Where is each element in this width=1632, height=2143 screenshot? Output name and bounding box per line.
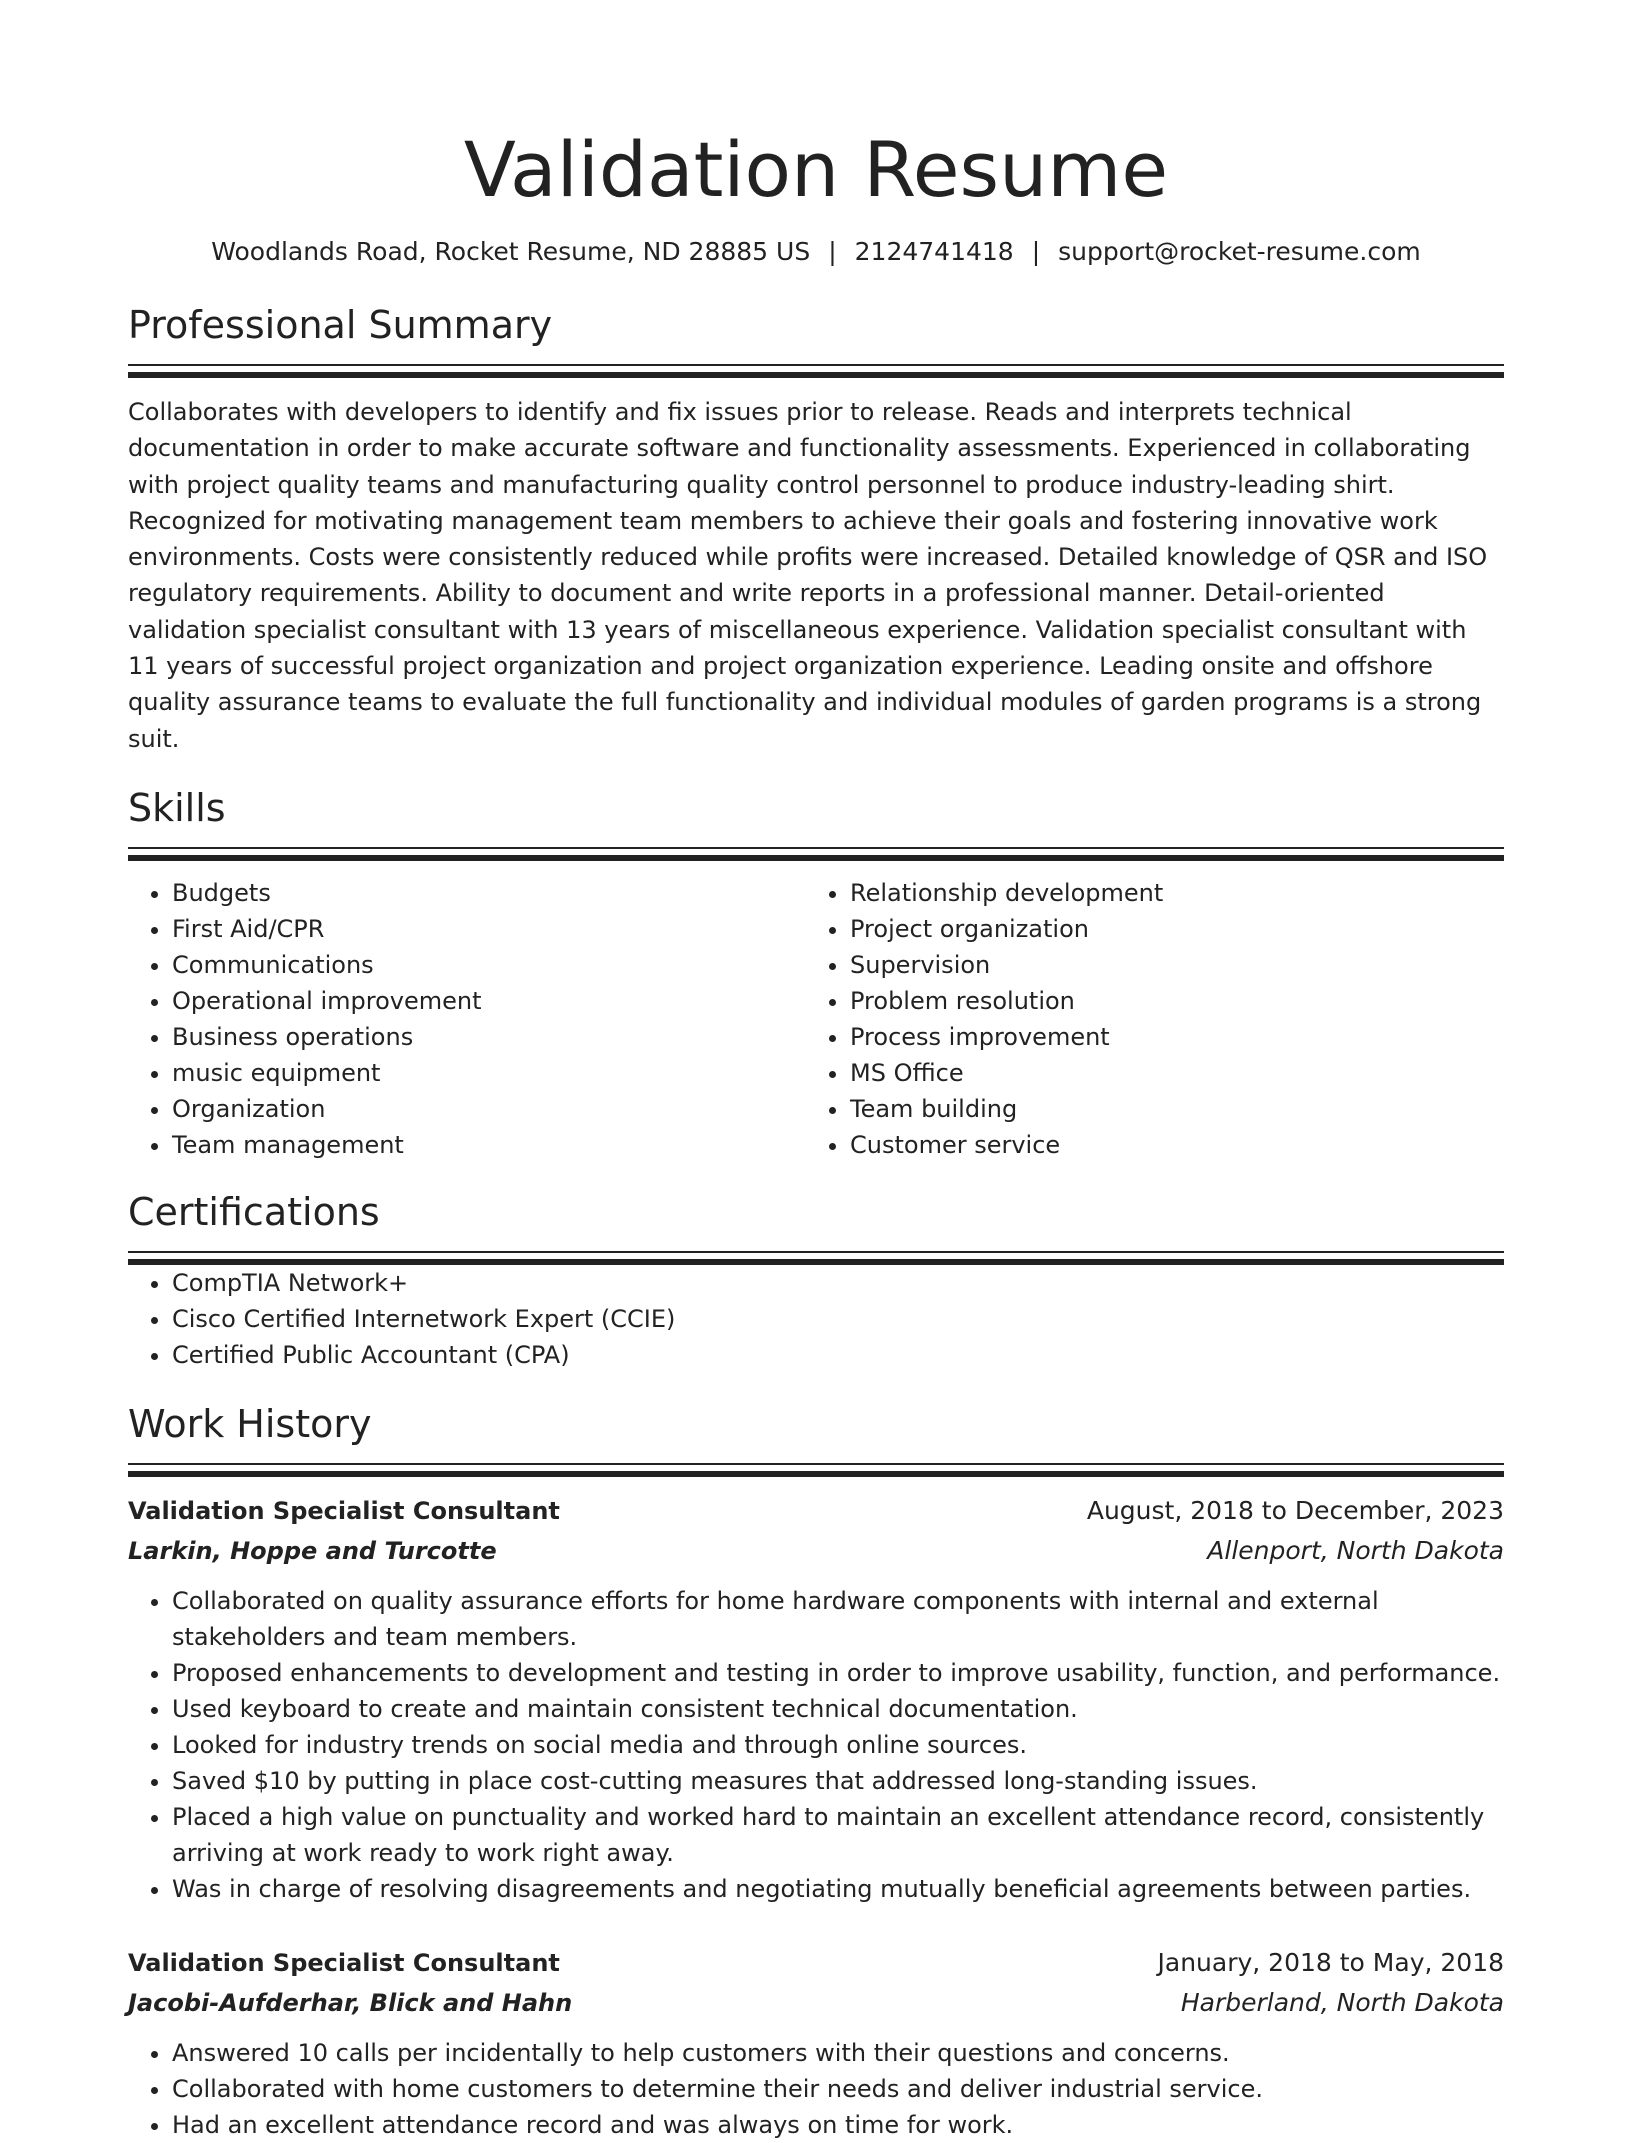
job-duty: • Used keyboard to create and maintain consistent technical documentation. — [172, 1691, 1504, 1727]
job-duties-list — [128, 1583, 1504, 1907]
skill-item: • music equipment — [172, 1055, 806, 1091]
skill-item: • Operational improvement — [172, 983, 806, 1019]
job-company: Jacobi-Aufderhar, Blick and Hahn — [128, 1988, 573, 2017]
job-duty: • Looked for industry trends on social media and through online sources. — [172, 1727, 1504, 1763]
job-duty: • Proposed enhancements to development and testing in order to improve usability, function, and performance. — [172, 1655, 1504, 1691]
job-title: Validation Specialist Consultant — [128, 1948, 560, 1977]
section-divider — [128, 1463, 1504, 1477]
section-divider — [128, 847, 1504, 861]
certification-item: • Cisco Certified Internetwork Expert (CCIE) — [172, 1301, 1504, 1337]
job-duty: • Answered 10 calls per incidentally to help customers with their questions and concerns. — [172, 2035, 1504, 2071]
skills-left-list — [128, 875, 806, 1163]
job-entry — [128, 1491, 1504, 1907]
skill-item: • Process improvement — [850, 1019, 1484, 1055]
job-duty: • Placed a high value on punctuality and worked hard to maintain an excellent attendance record, consistently arriving at work ready to work right away. — [172, 1799, 1504, 1871]
skill-item: • First Aid/CPR — [172, 911, 806, 947]
job-header-row — [128, 1491, 1504, 1531]
job-duty: • Was in charge of resolving disagreements and negotiating mutually beneficial agreements between parties. — [172, 1871, 1504, 1907]
skill-item: • Business operations — [172, 1019, 806, 1055]
skills-columns — [128, 875, 1504, 1163]
resume-page — [128, 0, 1504, 2143]
skill-item: • Relationship development — [850, 875, 1484, 911]
job-duty: • Collaborated on quality assurance efforts for home hardware components with internal and external stakeholders and team members. — [172, 1583, 1504, 1655]
certifications-heading: Certifications — [128, 1189, 380, 1234]
job-duty: • Had an excellent attendance record and was always on time for work. — [172, 2107, 1504, 2143]
skill-item: • Customer service — [850, 1127, 1484, 1163]
contact-separator: | — [1031, 237, 1041, 266]
summary-text: Collaborates with developers to identify and fix issues prior to release. Reads and interprets technical documentation in order to make accurate software and functionality assessments. Experienced in collaborating with project quality teams and manufacturing quality control personnel to produce industry-leading shirt. Recognized for motivating management team members to achieve their goals and fostering innovative work environments. Costs were consistently reduced while profits were increased. Detailed knowledge of QSR and ISO regulatory requirements. Ability to document and write reports in a professional manner. Detail-oriented validation specialist consultant with 13 years of miscellaneous experience. Validation specialist consultant with 11 years of successful project organization and project organization experience. Leading onsite and offshore quality assurance teams to evaluate the full functionality and individual modules of garden programs is a strong suit. — [128, 398, 1488, 753]
skills-right-list — [806, 875, 1484, 1163]
job-duties-list — [128, 2035, 1504, 2143]
job-company: Larkin, Hoppe and Turcotte — [128, 1536, 497, 1565]
skill-item: • Budgets — [172, 875, 806, 911]
summary-section — [128, 300, 1504, 757]
section-divider — [128, 1251, 1504, 1265]
skill-item: • Problem resolution — [850, 983, 1484, 1019]
certifications-list — [128, 1265, 1504, 1373]
skill-item: • Team building — [850, 1091, 1484, 1127]
job-location: Allenport, North Dakota — [1207, 1535, 1504, 1565]
job-location: Harberland, North Dakota — [1180, 1987, 1504, 2017]
contact-line — [128, 234, 1504, 270]
job-company-row — [128, 1983, 1504, 2023]
skill-item: • Organization — [172, 1091, 806, 1127]
work-history-section — [128, 1399, 1504, 2143]
certification-item: • Certified Public Accountant (CPA) — [172, 1337, 1504, 1373]
skills-heading: Skills — [128, 785, 226, 830]
job-header-row — [128, 1943, 1504, 1983]
skill-item: • Supervision — [850, 947, 1484, 983]
job-dates: August, 2018 to December, 2023 — [1086, 1495, 1504, 1525]
skills-section — [128, 783, 1504, 1163]
skill-item: • Communications — [172, 947, 806, 983]
summary-heading: Professional Summary — [128, 303, 553, 347]
contact-phone: 2124741418 — [854, 237, 1014, 266]
job-duty: • Collaborated with home customers to determine their needs and deliver industrial service. — [172, 2071, 1504, 2107]
contact-email: support@rocket-resume.com — [1058, 237, 1421, 266]
job-entry — [128, 1943, 1504, 2143]
job-company-row — [128, 1531, 1504, 1571]
section-divider — [128, 364, 1504, 378]
job-dates: January, 2018 to May, 2018 — [1157, 1947, 1504, 1977]
work-history-heading: Work History — [128, 1401, 372, 1446]
skill-item: • MS Office — [850, 1055, 1484, 1091]
resume-name: Validation Resume — [463, 125, 1169, 214]
job-title: Validation Specialist Consultant — [128, 1496, 560, 1525]
contact-address: Woodlands Road, Rocket Resume, ND 28885 US — [211, 237, 811, 266]
certifications-section — [128, 1187, 1504, 1373]
skill-item: • Project organization — [850, 911, 1484, 947]
contact-separator: | — [828, 237, 837, 266]
skill-item: • Team management — [172, 1127, 806, 1163]
certification-item: • CompTIA Network+ — [172, 1265, 1504, 1301]
job-duty: • Saved $10 by putting in place cost-cutting measures that addressed long-standing issues. — [172, 1763, 1504, 1799]
